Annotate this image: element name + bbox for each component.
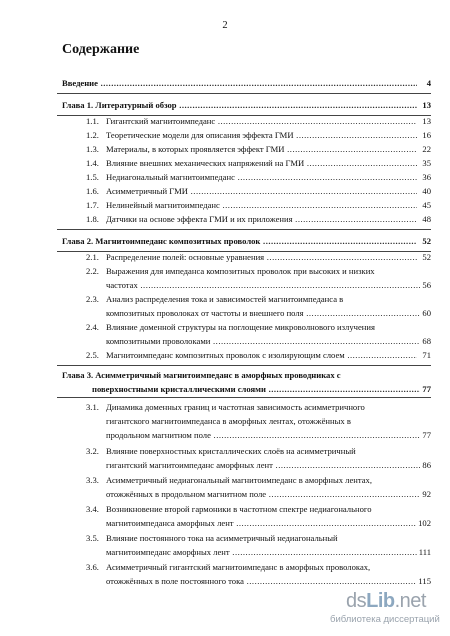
toc-title: Влияние доменной структуры на поглощение микроволнового излучения <box>106 322 375 332</box>
toc-title-continued: магнитоимпеданс аморфных лент ..... <box>106 547 417 558</box>
toc-page: 77 <box>422 430 431 440</box>
toc-title: Магнитоимпеданс композитных проволок с изолирующим слоем ..... <box>106 350 417 361</box>
toc-page: 13 <box>422 100 431 110</box>
page-number: 2 <box>222 20 228 31</box>
toc-page: 45 <box>422 200 431 210</box>
toc-page: 92 <box>422 489 431 499</box>
toc-page: 4 <box>426 78 431 88</box>
toc-page: 68 <box>422 336 431 346</box>
toc-number: 1.2. <box>86 130 99 140</box>
toc-page: 13 <box>422 116 431 126</box>
toc-page: 56 <box>422 280 431 290</box>
toc-number: 2.4. <box>86 322 99 332</box>
toc-page: 36 <box>422 172 431 182</box>
toc-chapter-1[interactable] <box>62 100 431 111</box>
toc-item[interactable] <box>86 533 431 559</box>
toc-title: Возникновение второй гармоники в частотном спектре недиагонального <box>106 504 372 514</box>
toc-item[interactable] <box>86 172 431 183</box>
toc-page: 77 <box>422 384 431 394</box>
toc-item[interactable] <box>86 116 431 127</box>
toc-number: 3.5. <box>86 533 99 543</box>
toc-intro[interactable] <box>62 78 431 89</box>
toc-number: 1.1. <box>86 116 99 126</box>
logo-lib: Lib <box>366 590 395 612</box>
toc-page: 86 <box>422 460 431 470</box>
toc-title-continued: магнитоимпеданса аморфных лент ..... <box>106 518 416 529</box>
dslib-tagline: библиотека диссертаций <box>330 614 440 625</box>
toc-title: Выражения для импеданса композитных проволок при высоких и низких <box>106 266 375 276</box>
toc-title: Материалы, в которых проявляется эффект ГМИ ..... <box>106 144 417 155</box>
toc-item[interactable] <box>86 144 431 155</box>
logo-ds: ds <box>346 590 367 612</box>
toc-title-continued: частотах ..... <box>106 280 420 291</box>
toc-number: 2.3. <box>86 294 99 304</box>
divider <box>57 397 431 398</box>
toc-number: 2.5. <box>86 350 99 360</box>
toc-title: Гигантский магнитоимпеданс ..... <box>106 116 417 127</box>
toc-item[interactable] <box>86 446 431 472</box>
toc-title: Асимметричный ГМИ ..... <box>106 186 417 197</box>
toc-title: Нелинейный магнитоимпеданс ..... <box>106 200 417 211</box>
divider <box>57 93 431 94</box>
toc-number: 2.2. <box>86 266 99 276</box>
toc-page: 52 <box>422 252 431 262</box>
toc-item[interactable] <box>86 158 431 169</box>
toc-title: Динамика доменных границ и частотная зависимость асимметричного <box>106 402 365 412</box>
toc-page: 111 <box>418 547 431 557</box>
toc-item[interactable] <box>86 186 431 197</box>
toc-item[interactable] <box>86 475 431 501</box>
toc-number: 3.4. <box>86 504 99 514</box>
toc-number: 1.5. <box>86 172 99 182</box>
toc-number: 3.3. <box>86 475 99 485</box>
toc-title: Глава 3. Асимметричный магнитоимпеданс в аморфных проводниках с <box>62 370 341 380</box>
divider <box>57 365 431 366</box>
toc-chapter-3[interactable] <box>62 370 431 396</box>
toc-page: 35 <box>422 158 431 168</box>
toc-page: 52 <box>422 236 431 246</box>
toc-page: 16 <box>422 130 431 140</box>
toc-title-continued: отожжённых в поле постоянного тока ..... <box>106 576 416 587</box>
toc-page: 48 <box>422 214 431 224</box>
toc-item[interactable] <box>86 214 431 225</box>
toc-title: Недиагональный магнитоимпеданс ..... <box>106 172 417 183</box>
toc-item[interactable] <box>86 504 431 530</box>
toc-item[interactable] <box>86 350 431 361</box>
toc-number: 1.4. <box>86 158 99 168</box>
toc-title-continued: отожжённых в продольном магнитном поле ..... <box>106 489 420 500</box>
page-title: Содержание <box>62 42 140 57</box>
toc-title: Введение ..... <box>62 78 417 89</box>
toc-number: 1.3. <box>86 144 99 154</box>
toc-number: 1.7. <box>86 200 99 210</box>
toc-title: Асимметричный гигантский магнитоимпеданс в аморфных проволоках, <box>106 562 371 572</box>
dslib-watermark[interactable] <box>330 588 445 628</box>
toc-item[interactable] <box>86 200 431 211</box>
toc-item[interactable] <box>86 266 431 292</box>
toc-page: 22 <box>422 144 431 154</box>
toc-item[interactable] <box>86 294 431 320</box>
toc-title: Датчики на основе эффекта ГМИ и их приложения ..... <box>106 214 417 225</box>
toc-number: 1.6. <box>86 186 99 196</box>
toc-item[interactable] <box>86 402 431 442</box>
toc-number: 2.1. <box>86 252 99 262</box>
toc-title: Глава 1. Литературный обзор ..... <box>62 100 417 111</box>
toc-chapter-2[interactable] <box>62 236 431 247</box>
toc-item[interactable] <box>86 252 431 263</box>
toc-title-continued: гигантского магнитоимпеданса в аморфных лентах, отожжённых в <box>106 416 351 426</box>
toc-title: Влияние внешних механических напряжений на ГМИ ..... <box>106 158 417 169</box>
logo-net: .net <box>394 590 426 612</box>
toc-page: 40 <box>422 186 431 196</box>
toc-item[interactable] <box>86 130 431 141</box>
toc-title-continued: композитными проволоками ..... <box>106 336 420 347</box>
toc-title: Асимметричный недиагональный магнитоимпеданс в аморфных лентах, <box>106 475 373 485</box>
toc-title: Глава 2. Магнитоимпеданс композитных проволок ..... <box>62 236 417 247</box>
toc-page: 71 <box>422 350 431 360</box>
toc-page: 115 <box>418 576 431 586</box>
divider <box>57 229 431 230</box>
toc-number: 3.1. <box>86 402 99 412</box>
toc-title: Влияние поверхностных кристаллических слоёв на асимметричный <box>106 446 356 456</box>
toc-title: Распределение полей: основные уравнения ..... <box>106 252 417 263</box>
toc-title: Анализ распределения тока и зависимостей магнитоимпеданса в <box>106 294 344 304</box>
toc-number: 3.2. <box>86 446 99 456</box>
dslib-logo <box>346 590 426 613</box>
toc-title: Влияние постоянного тока на асимметричный недиагональный <box>106 533 338 543</box>
toc-title-continued: композитных проволоках от частоты и внешнего поля ..... <box>106 308 420 319</box>
toc-title: Теоретические модели для описания эффекта ГМИ ..... <box>106 130 417 141</box>
toc-title-continued: гигантский магнитоимпеданс аморфных лент ..... <box>106 460 420 471</box>
toc-number: 1.8. <box>86 214 99 224</box>
toc-title-continued: продольном магнитном поле ..... <box>106 430 420 441</box>
toc-page: 102 <box>418 518 431 528</box>
toc-item[interactable] <box>86 562 431 588</box>
toc-title-continued: поверхностными кристаллическими слоями ..... <box>92 384 420 395</box>
toc-page: 60 <box>422 308 431 318</box>
toc-number: 3.6. <box>86 562 99 572</box>
toc-item[interactable] <box>86 322 431 348</box>
